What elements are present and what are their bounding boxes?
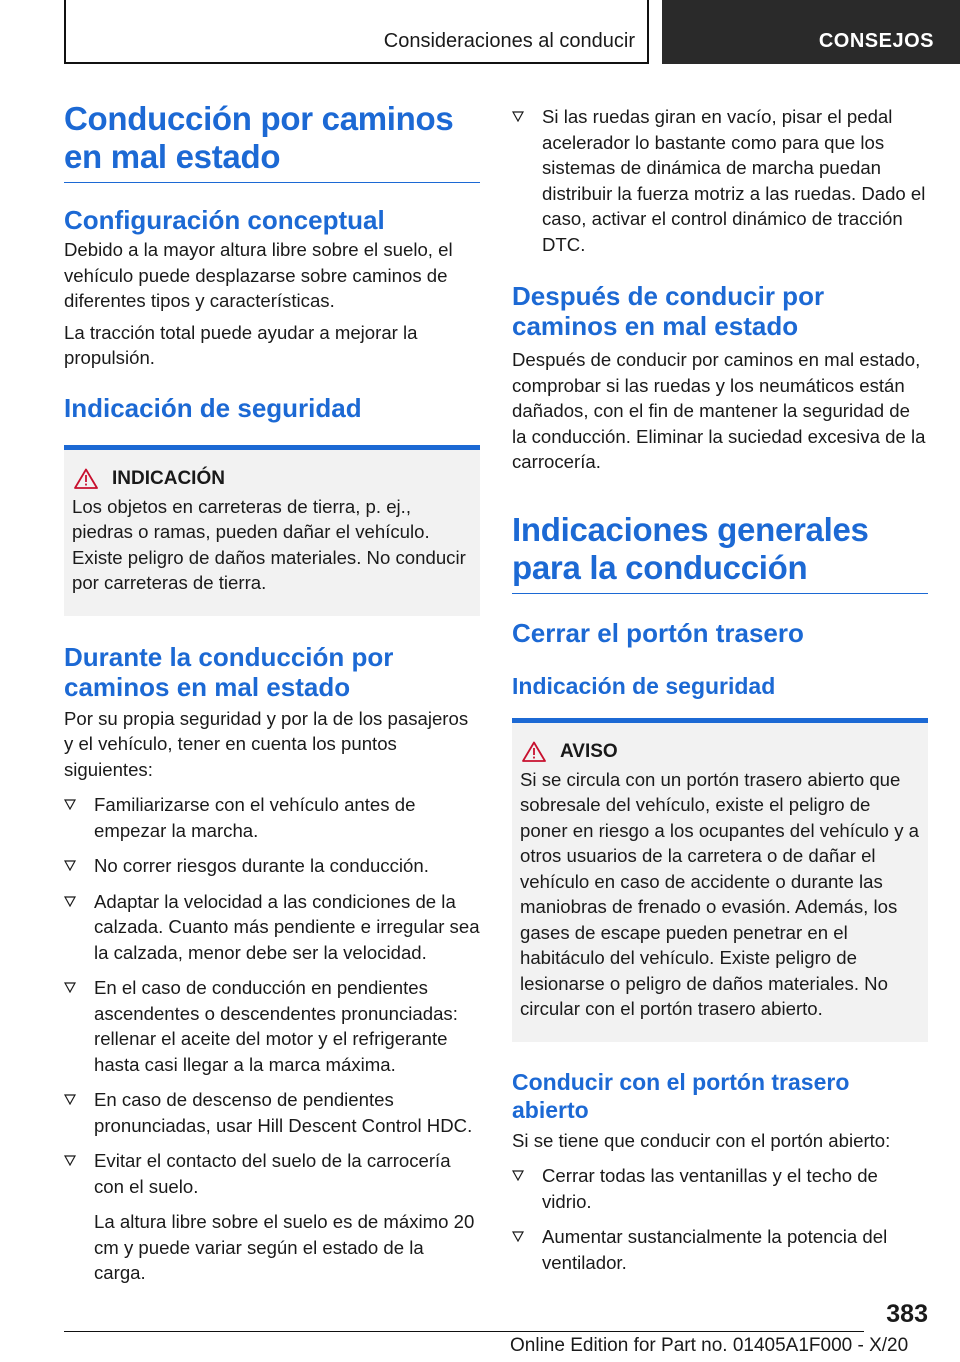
list-item: Aumentar sustancialmente la potencia del ventilador.: [512, 1224, 928, 1275]
warning-triangle-icon: [522, 741, 546, 762]
warning-label: AVISO: [560, 740, 618, 762]
concept-paragraph-1: Debido a la mayor altura libre sobre el suelo, el vehículo puede desplazarse sobre caminos de diferentes tipos y características.: [64, 239, 453, 311]
during-driving-intro: Por su propia seguridad y por la de los pasajeros y el vehículo, tener en cuenta los puntos siguientes:: [64, 707, 469, 780]
concept-paragraph-2: La tracción total puede ayudar a mejorar la propulsión.: [64, 321, 418, 368]
triangle-bullet-icon: [512, 1231, 524, 1242]
after-driving-heading: Después de conducir por caminos en mal estado: [512, 281, 825, 341]
after-driving-text: Después de conducir por caminos en mal estado, comprobar si las ruedas y los neumáticos están dañados, con el fin de mantener la seguridad de la conducción. Eliminar la suciedad excesiva de la carrocería.: [512, 349, 926, 472]
warning-box: [512, 718, 928, 1042]
triangle-bullet-icon: [512, 111, 524, 122]
triangle-bullet-icon: [64, 896, 76, 907]
notice-text: Los objetos en carreteras de tierra, p. ej., piedras o ramas, pueden dañar el vehículo. Existe peligro de daños materiales. No conducir por carreteras de tierra.: [72, 495, 466, 593]
list-item: Evitar el contacto del suelo de la carrocería con el suelo. La altura libre sobre el suelo es de máximo 20 cm y puede variar según el estado de la carga.: [64, 1148, 480, 1286]
page-number: 383: [886, 1300, 928, 1328]
tailgate-safety-subheading: Indicación de seguridad: [512, 672, 776, 699]
open-tailgate-intro: Si se tiene que conducir con el portón abierto:: [512, 1129, 891, 1151]
section-title-rough-roads: Conducción por caminos en mal estado: [64, 100, 480, 183]
list-item: Adaptar la velocidad a las condiciones de la calzada. Cuanto más pendiente e irregular sea la calzada, menor debe ser la velocidad.: [64, 889, 480, 966]
right-column: [512, 100, 928, 1275]
triangle-bullet-icon: [64, 1094, 76, 1105]
list-item: En el caso de conducción en pendientes ascendentes o descendentes pronunciadas: rellenar el aceite del motor y el refrigerante hasta casi llegar a la marca máxima.: [64, 975, 480, 1077]
section-title-general: Indicaciones generales para la conducción: [512, 511, 928, 594]
open-tailgate-heading: Conducir con el portón trasero abierto: [512, 1068, 850, 1123]
header-section-box: [64, 0, 649, 64]
list-item: Cerrar todas las ventanillas y el techo de vidrio.: [512, 1163, 928, 1214]
notice-label: INDICACIÓN: [112, 467, 225, 489]
list-item: Si las ruedas giran en vacío, pisar el pedal acelerador lo bastante como para que los sistemas de dinámica de marcha puedan distribuir la fuerza motriz a las ruedas. Dado el caso, activar el control dinámico de tracción DTC.: [512, 104, 928, 257]
triangle-bullet-icon: [64, 982, 76, 993]
header-section-title: Consideraciones al conducir: [383, 30, 635, 52]
warning-triangle-icon: [74, 468, 98, 489]
header-chapter-title: CONSEJOS: [818, 30, 934, 52]
header-chapter-box: [662, 0, 960, 64]
left-column: [64, 100, 480, 1286]
wheel-spin-list: [512, 104, 928, 257]
footer-edition: Online Edition for Part no. 01405A1F000 - X/20: [510, 1335, 909, 1356]
notice-title: [72, 468, 472, 490]
triangle-bullet-icon: [64, 1155, 76, 1166]
triangle-bullet-icon: [64, 860, 76, 871]
open-tailgate-list: [512, 1163, 928, 1275]
tailgate-heading: Cerrar el portón trasero: [512, 617, 804, 648]
notice-box: [64, 445, 480, 616]
triangle-bullet-icon: [512, 1170, 524, 1181]
during-driving-heading: Durante la conducción por caminos en mal estado: [64, 641, 394, 702]
during-driving-list: [64, 792, 480, 1286]
list-item: En caso de descenso de pendientes pronunciadas, usar Hill Descent Control HDC.: [64, 1087, 480, 1138]
concept-heading: Configuración conceptual: [64, 205, 385, 235]
footer-divider: [64, 1331, 864, 1332]
list-item: No correr riesgos durante la conducción.: [64, 853, 480, 879]
list-item-note: La altura libre sobre el suelo es de máximo 20 cm y puede variar según el estado de la carga.: [94, 1211, 475, 1283]
triangle-bullet-icon: [64, 799, 76, 810]
safety-heading: Indicación de seguridad: [64, 392, 362, 423]
warning-title: [520, 741, 920, 763]
warning-text: Si se circula con un portón trasero abierto que sobresale del vehículo, existe el peligro de poner en riesgo a los ocupantes del vehículo y a otros usuarios de la carretera o de dañar el vehículo en caso de accidente o durante las maniobras de frenado o evasión. Además, los gases de escape pueden penetrar en el habitáculo del vehículo. Existe peligro de lesionarse o peligro de daños materiales. No circular con el portón trasero abierto.: [520, 768, 919, 1019]
list-item: Familiarizarse con el vehículo antes de empezar la marcha.: [64, 792, 480, 843]
